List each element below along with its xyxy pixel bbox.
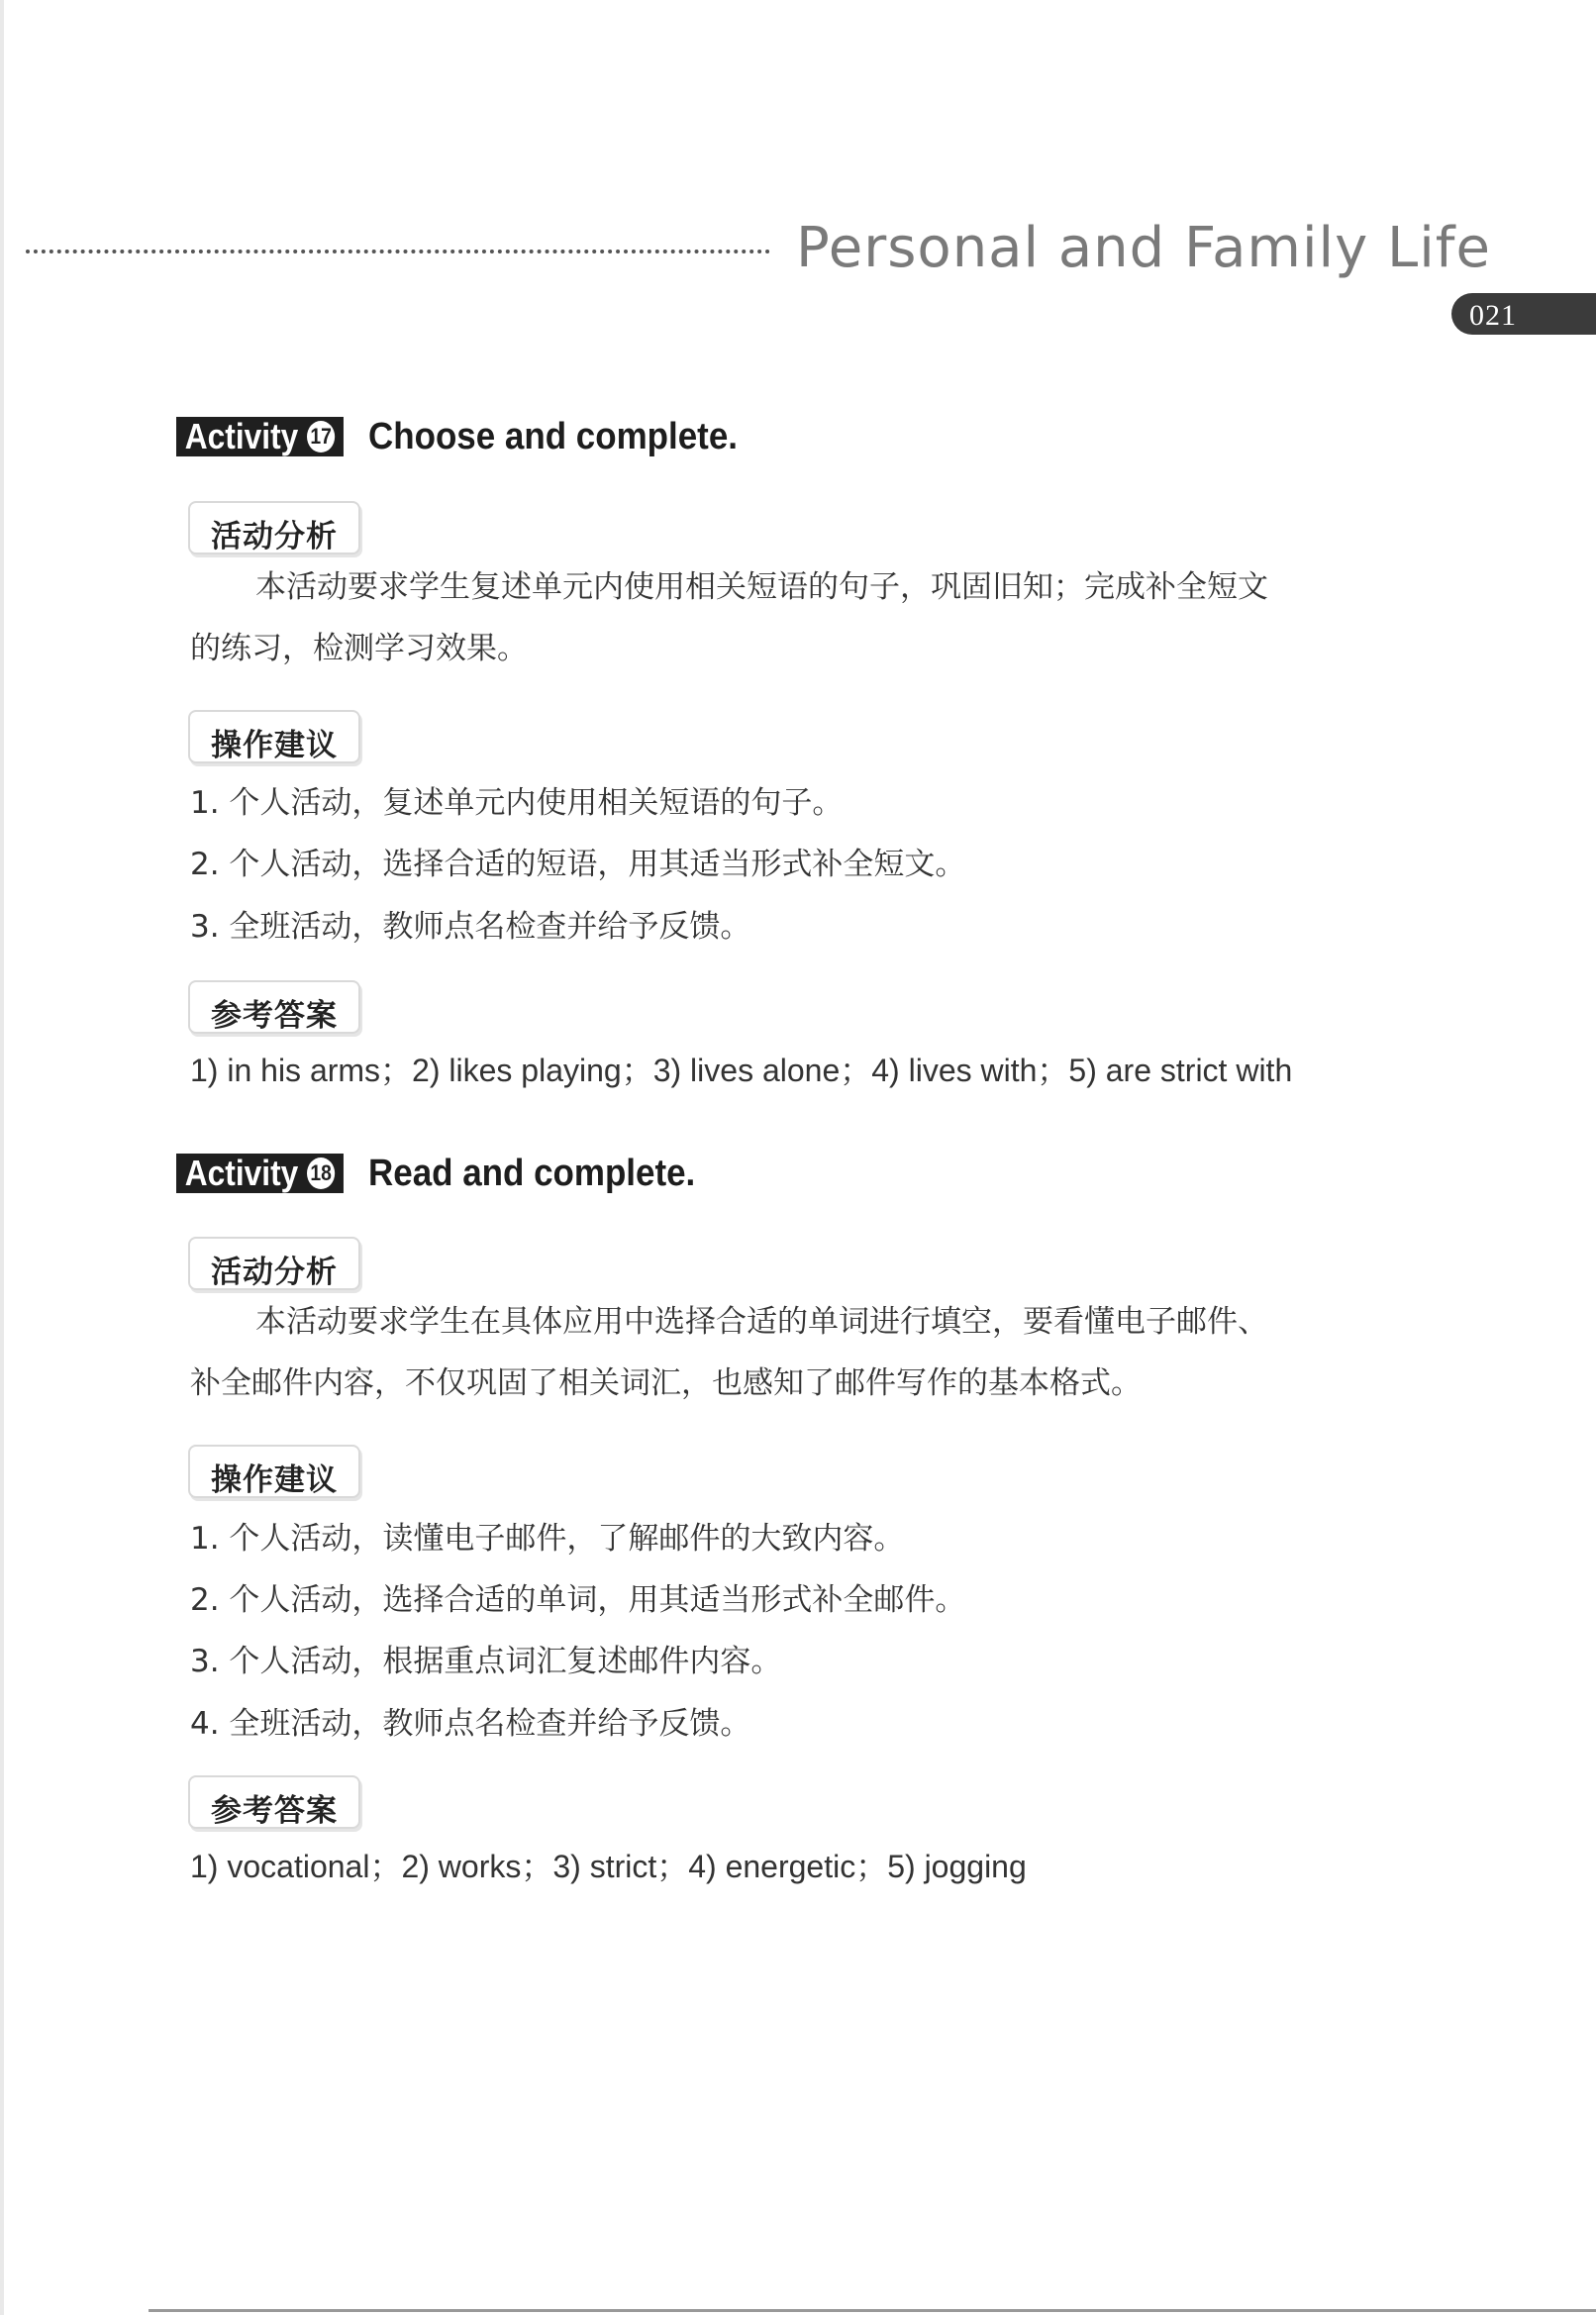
activity-badge [176, 1154, 344, 1193]
analysis-line: 本活动要求学生复述单元内使用相关短语的句子，巩固旧知；完成补全短文 [255, 569, 1268, 605]
activity-title: Choose and complete. [368, 415, 739, 457]
suggestion-item: 4. 全班活动，教师点名检查并给予反馈。 [190, 1706, 751, 1742]
answer-label-text: 参考答案 [211, 998, 338, 1034]
analysis-label [188, 501, 360, 554]
answer-label [188, 980, 360, 1034]
page-edge [0, 0, 4, 2315]
analysis-label-text: 活动分析 [211, 1255, 338, 1290]
analysis-line: 的练习，检测学习效果。 [190, 631, 528, 666]
analysis-line: 补全邮件内容，不仅巩固了相关词汇，也感知了邮件写作的基本格式。 [190, 1365, 1142, 1401]
analysis-line: 本活动要求学生在具体应用中选择合适的单词进行填空，要看懂电子邮件、 [255, 1304, 1268, 1340]
activity-number: 17 [307, 421, 335, 453]
analysis-label-text: 活动分析 [211, 519, 338, 554]
activity-badge-label: Activity [184, 416, 299, 456]
suggestion-label-text: 操作建议 [211, 728, 338, 763]
activity-title: Read and complete. [368, 1152, 696, 1194]
suggestion-label [188, 710, 360, 763]
page-number: 021 [1469, 299, 1517, 332]
header-dotted-rule [26, 250, 770, 253]
answer-list: 1) in his arms；2) likes playing；3) lives alone；4) lives with；5) are strict with [190, 1053, 1293, 1088]
suggestion-label [188, 1445, 360, 1498]
suggestion-label-text: 操作建议 [211, 1462, 338, 1498]
suggestion-item: 3. 个人活动，根据重点词汇复述邮件内容。 [190, 1644, 782, 1679]
answer-label-text: 参考答案 [211, 1793, 338, 1829]
activity-18-heading [176, 1151, 724, 1196]
bottom-rule [149, 2309, 1596, 2312]
suggestion-item: 3. 全班活动，教师点名检查并给予反馈。 [190, 909, 751, 945]
analysis-paragraph [190, 1291, 1378, 1414]
running-title: Personal and Family Life [796, 216, 1491, 280]
activity-number: 18 [307, 1158, 335, 1189]
analysis-label [188, 1237, 360, 1290]
suggestion-item: 1. 个人活动，读懂电子邮件，了解邮件的大致内容。 [190, 1521, 905, 1557]
analysis-paragraph [190, 556, 1378, 679]
suggestion-item: 1. 个人活动，复述单元内使用相关短语的句子。 [190, 785, 844, 821]
suggestion-item: 2. 个人活动，选择合适的单词，用其适当形式补全邮件。 [190, 1582, 966, 1618]
answer-list: 1) vocational；2) works；3) strict；4) energetic；5) jogging [190, 1849, 1027, 1884]
suggestion-item: 2. 个人活动，选择合适的短语，用其适当形式补全短文。 [190, 847, 966, 882]
activity-17-heading [176, 414, 769, 459]
page-number-tab [1451, 293, 1596, 335]
activity-badge [176, 417, 344, 456]
activity-badge-label: Activity [184, 1153, 299, 1193]
answer-label [188, 1775, 360, 1829]
